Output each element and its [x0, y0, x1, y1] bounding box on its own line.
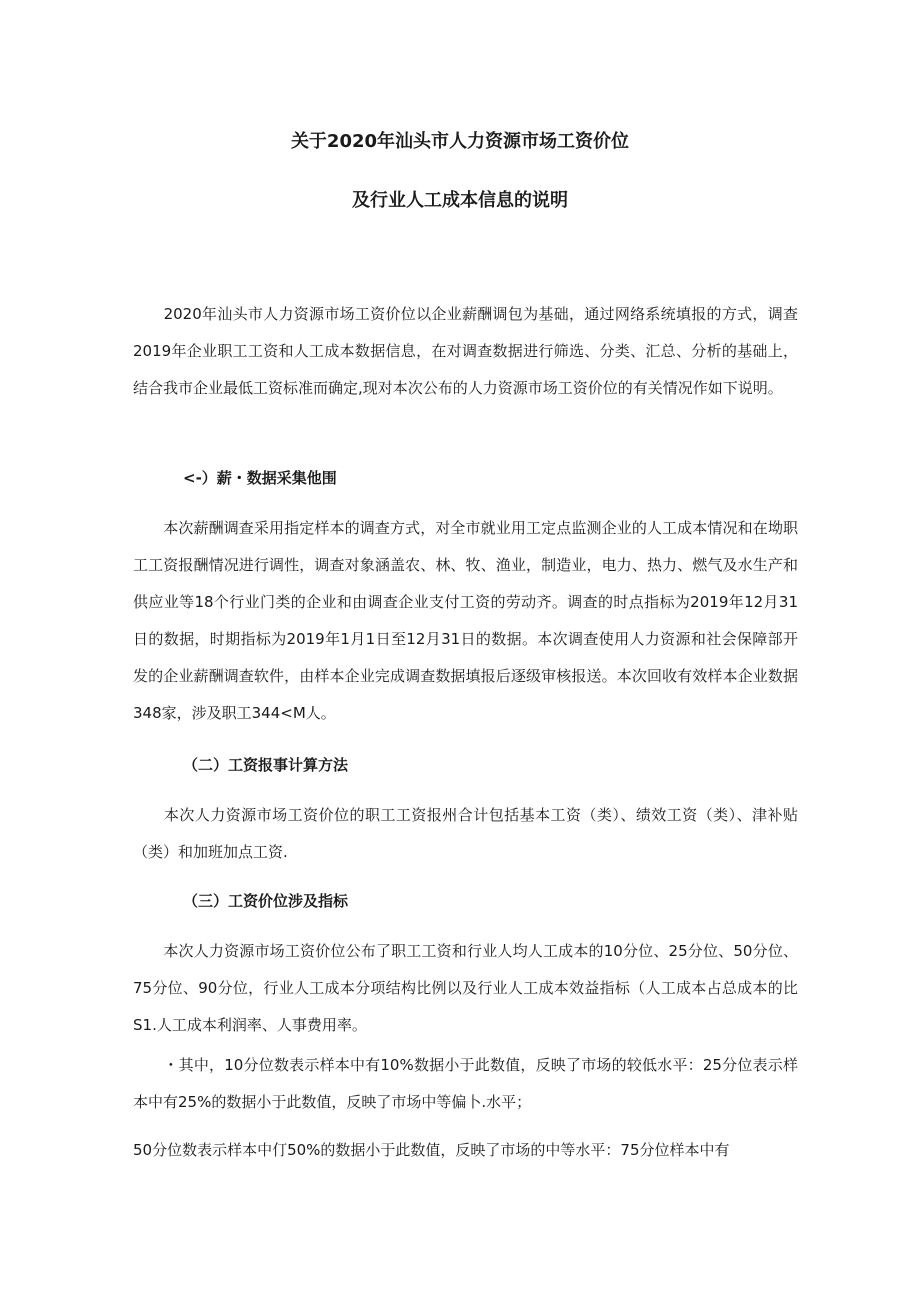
section1-paragraph: 本次薪酬调查采用指定样本的调查方式，对全市就业用工定点监测企业的人工成本情况和在坳职工工资报酬情况进行调性，调查对象涵盖农、林、牧、渔业，制造业，电力、热力、燃气及水生产和供应业等18个行业门类的企业和由调查企业支付工资的劳动齐。调查的时点指标为2019年12月31日的数据，时期指标为2019年1月1日至12月31日的数据。本次调查使用人力资源和社会保障部开发的企业薪酬调查软件，由样本企业完成调查数据填报后逐级审核报送。本次回收有效样本企业数据348家，涉及职工344<M人。: [133, 519, 798, 722]
percentile-continued-paragraph: 50分位数表示样本中仃50%的数据小于此数值，反映了市场的中等水平：75分位样本中有: [133, 1141, 730, 1159]
section3-paragraph: 本次人力资源市场工资价位公布了职工工资和行业人均人工成本的10分位、25分位、50分位、75分位、90分位，行业人工成本分项结构比例以及行业人工成本效益指标（人工成本占总成本的比S1.人工成本利润率、人事费用率。: [133, 942, 798, 1034]
section2-paragraph: 本次人力资源市场工资价位的职工工资报州合计包括基本工资（类）、绩效工资（类）、津补贴（类）和加班加点工资.: [133, 806, 798, 861]
section-heading-1: <-）薪・数据采集他围: [183, 469, 337, 487]
intro-paragraph: 2020年汕头市人力资源市场工资价位以企业薪酬调包为基础，通过网络系统填报的方式，调查2019年企业职工工资和人工成本数据信息，在对调查数据进行筛选、分类、汇总、分析的基础上，结合我市企业最低工资标准而确定,现对本次公布的人力资源市场工资价位的有关情况作如下说明。: [133, 305, 798, 397]
section-heading-3: （三）工资价位涉及指标: [183, 892, 349, 910]
document-title-line1: 关于2020年汕头市人力资源市场工资价位: [290, 131, 630, 152]
percentile-explanation-paragraph: ・其中，10分位数表示样本中有10%数据小于此数值，反映了市场的较低水平：25分位表示样本中有25%的数据小于此数值，反映了市场中等偏卜.水平；: [133, 1056, 798, 1111]
section-heading-2: （二）工资报事计算方法: [183, 756, 349, 774]
document-title-line2: 及行业人工成本信息的说明: [352, 190, 568, 211]
